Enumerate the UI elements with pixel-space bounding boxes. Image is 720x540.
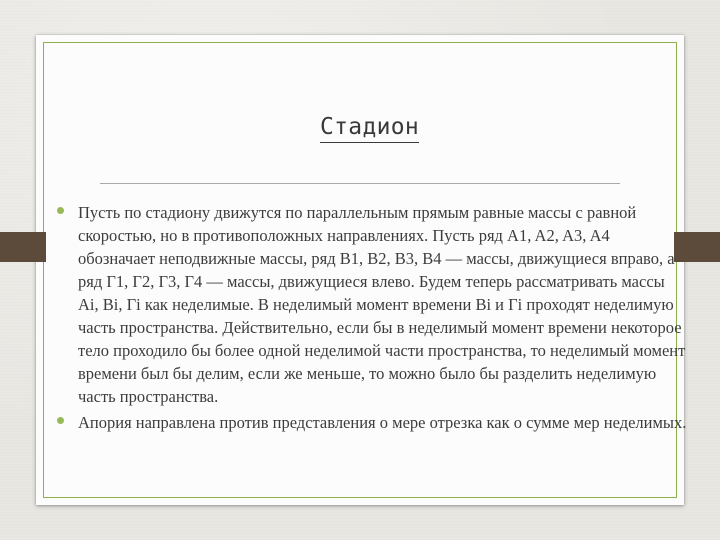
bullet-text: Апория направлена против представления о мере отрезка как о сумме мер неделимых. (78, 413, 687, 432)
slide-title: Стадион (320, 112, 419, 143)
bullet-item (57, 411, 687, 434)
bullet-list (57, 201, 687, 437)
bullet-dot-icon (57, 417, 64, 424)
left-decorative-tab (0, 232, 46, 262)
bullet-item (57, 201, 687, 408)
bullet-dot-icon (57, 207, 64, 214)
bullet-text: Пусть по стадиону движутся по параллельным прямым равные массы с равной скоростью, но в противоположных направлениях. Пусть ряд A1, A2, A3, A4 обозначает неподвижные массы, ряд B1, B2, B3, B4 — массы, движущиеся вправо, а ряд Г1, Г2, Г3, Г4 — массы, движущиеся влево. Будем теперь рассматривать массы Ai, Bi, Гi как неделимые. В неделимый момент времени Bi и Гi проходят неделимую часть пространства. Действительно, если бы в неделимый момент времени некоторое тело проходило бы более одной неделимой части пространства, то неделимый момент времени был бы делим, если же меньше, то можно было бы разделить неделимую часть пространства. (78, 203, 686, 406)
title-divider (100, 183, 620, 184)
